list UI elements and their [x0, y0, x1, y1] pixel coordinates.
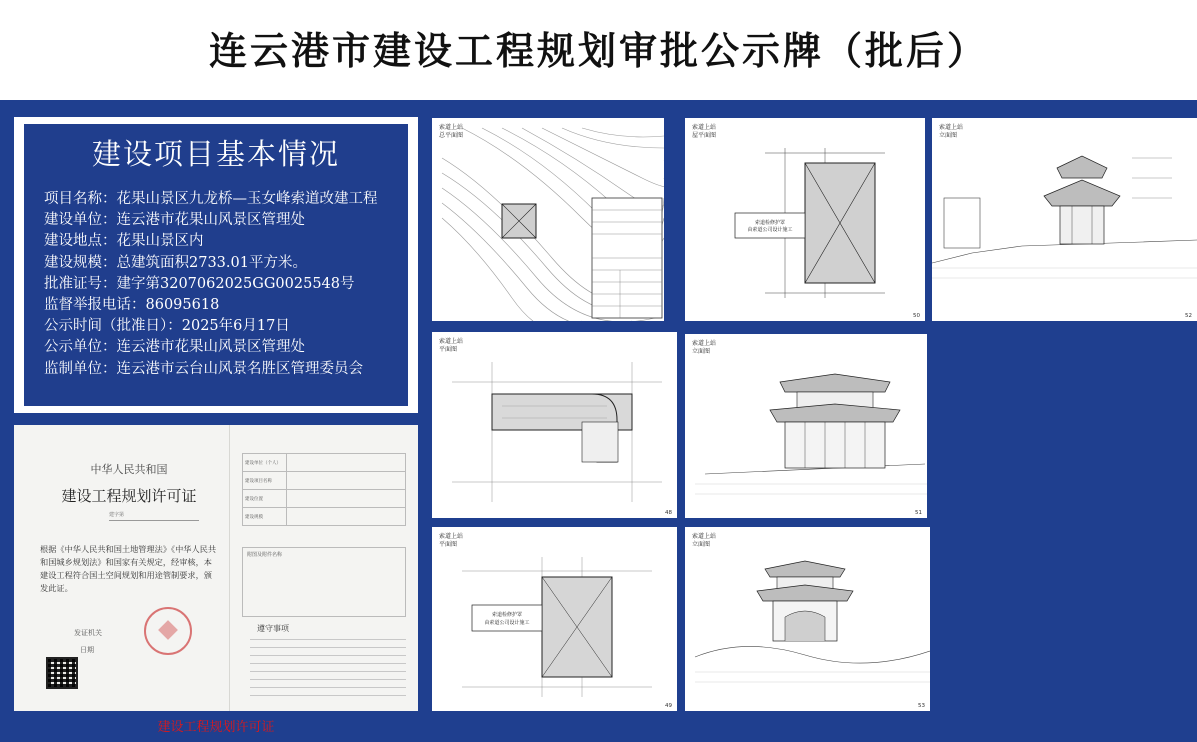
permit-basis-text: 根据《中华人民共和国土地管理法》《中华人民共和国城乡规划法》和国家有关规定，经审核，本建设工程符合国土空间规划和用途管制要求，颁发此证。: [40, 544, 217, 593]
sheet-page: 49: [665, 703, 672, 709]
permit-remarks-label: 附图及附件名称: [247, 552, 283, 558]
permit-table-label: 建设规模: [243, 508, 287, 526]
floor-plan-a-drawing: [432, 332, 677, 518]
sheet-label: 索道上站 立面图: [692, 533, 717, 548]
info-date: 公示时间（批准日）：2025年6月17日: [44, 318, 290, 335]
svg-text:索道检修护罩: 索道检修护罩: [491, 612, 523, 618]
permit-name: 建设工程规划许可证: [61, 487, 197, 505]
official-seal-icon: [144, 607, 192, 655]
permit-notes-title: 遵守事项: [257, 624, 289, 633]
svg-text:由索道公司设计施工: 由索道公司设计施工: [484, 620, 530, 626]
elevation-c-drawing: [685, 527, 930, 711]
drawing-elevation-b: [685, 334, 927, 518]
drawing-roof-plan: [685, 118, 925, 321]
permit-issuer: 发证机关: [74, 629, 102, 637]
permit-photo: [14, 425, 418, 711]
permit-country: 中华人民共和国: [90, 463, 168, 476]
info-location: 建设地点：花果山景区内: [44, 233, 204, 250]
info-heading: 建设项目基本情况: [91, 137, 340, 171]
info-supervisor: 监制单位：连云港市云台山风景名胜区管理委员会: [44, 360, 363, 377]
sheet-label: 索道上站 平面图: [439, 533, 464, 548]
drawing-floor-plan-b: [432, 527, 677, 711]
info-list: [44, 187, 378, 378]
sheet-page: 50: [913, 313, 920, 319]
page-title: 连云港市建设工程规划审批公示牌（批后）: [208, 29, 988, 73]
info-scale: 建设规模：总建筑面积2733.01平方米。: [44, 254, 307, 271]
drawing-elevation-c: [685, 527, 930, 711]
permit-number: 建字第: [109, 511, 199, 521]
permit-fold: [229, 425, 230, 711]
sheet-label: 索道上站 屋平面图: [692, 124, 717, 139]
permit-table-value: [287, 454, 406, 472]
svg-text:由索道公司设计施工: 由索道公司设计施工: [747, 227, 793, 233]
sheet-label: 索道上站 立面图: [692, 340, 717, 355]
drawing-site-plan: [432, 118, 664, 321]
drawing-elevation-a: [932, 118, 1197, 321]
sheet-page: 48: [665, 510, 672, 516]
svg-text:索道检修护罩: 索道检修护罩: [754, 220, 786, 226]
elevation-b-drawing: [685, 334, 927, 518]
info-permit-no: 批准证号：建字第3207062025GG0025548号: [44, 275, 355, 292]
roof-plan-drawing: [685, 118, 925, 321]
permit-table-value: [287, 508, 406, 526]
site-plan-drawing: [432, 118, 664, 321]
floor-plan-b-drawing: [432, 527, 677, 711]
permit-table-label: 建设位置: [243, 490, 287, 508]
sheet-label: 索道上站 平面图: [439, 338, 464, 353]
permit-table-label: 建设项目名称: [243, 472, 287, 490]
permit-table-value: [287, 490, 406, 508]
info-project-name: 项目名称：花果山景区九龙桥—玉女峰索道改建工程: [44, 191, 378, 207]
permit-date: 日期: [80, 646, 94, 654]
sheet-label: 索道上站 立面图: [939, 124, 964, 139]
info-hotline: 监督举报电话：86095618: [44, 296, 220, 313]
qr-code-icon: [46, 657, 78, 689]
permit-table: [242, 453, 406, 526]
sheet-label: 索道上站 总平面图: [439, 124, 464, 139]
sheet-page: 53: [918, 703, 925, 709]
elevation-a-drawing: [932, 118, 1197, 321]
permit-table-value: [287, 472, 406, 490]
permit-remarks-box: [242, 547, 406, 617]
permit-caption: 建设工程规划许可证: [157, 720, 275, 735]
permit-notes: [250, 639, 406, 703]
sheet-page: 52: [1185, 313, 1192, 319]
sheet-page: 51: [915, 510, 922, 516]
info-publisher: 公示单位：连云港市花果山风景区管理处: [44, 339, 305, 356]
drawing-floor-plan-a: [432, 332, 677, 518]
info-developer: 建设单位：连云港市花果山风景区管理处: [44, 212, 305, 229]
permit-table-label: 建设单位（个人）: [243, 454, 287, 472]
